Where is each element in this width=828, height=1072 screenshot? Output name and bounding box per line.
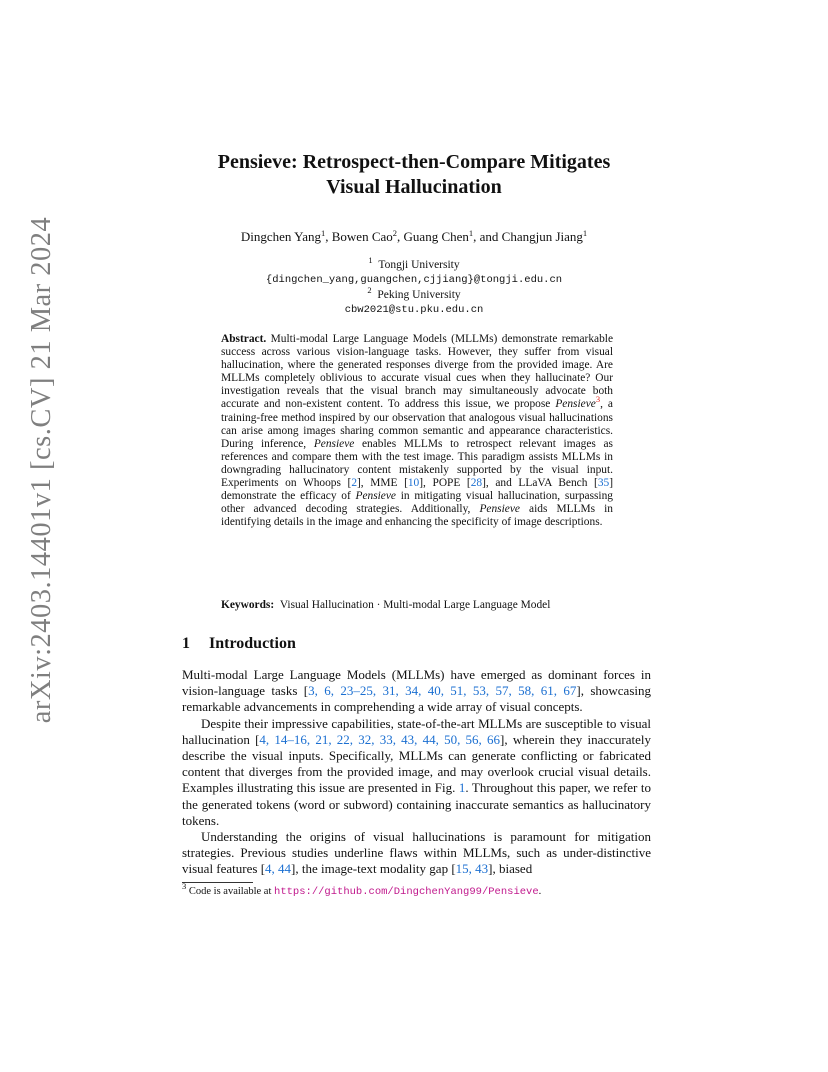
author-name: Changjun Jiang — [501, 229, 583, 244]
citation-link[interactable]: 3, 6, 23–25, 31, 34, 40, 51, 53, 57, 58, 61, 67 — [308, 683, 577, 699]
abstract — [221, 333, 613, 529]
citation-link[interactable]: 35 — [597, 477, 610, 490]
abstract-text: Multi-modal Large Language Models (MLLMs) demonstrate remarkable success across various vision-language tasks. However, they suffer from visual hallucination, where the generated responses diverge from the provided image. Are MLLMs completely oblivious to accurate visual cues when they hallucinate? Our investigation reveals that the visual branch may simultaneously advocate both accurate and non-existent content. To address this issue, we propose — [221, 333, 613, 411]
footnote-text: Code is available at — [188, 886, 275, 897]
citation-link[interactable]: 4, 14–16, 21, 22, 32, 33, 43, 44, 50, 56, 66 — [259, 731, 501, 747]
affil-name: Tongji University — [378, 259, 460, 271]
figure-link[interactable]: 1 — [458, 780, 466, 796]
abstract-text: aids MLLMs in identifying details in the image and enhancing the specificity of image descriptions. — [221, 503, 613, 529]
abstract-label: Abstract. — [221, 333, 267, 345]
footnote-ref[interactable]: 3 — [595, 394, 601, 405]
paragraph-text: ], biased — [488, 861, 533, 877]
author-name: Guang Chen — [403, 229, 469, 244]
paragraph-text: . Throughout this paper, we refer to the generated tokens (word or subword) containing inaccurate semantics as hallucinatory tokens. — [182, 780, 652, 828]
section-heading — [182, 635, 296, 653]
author-name: Bowen Cao — [331, 229, 393, 244]
paragraph — [182, 667, 651, 716]
section-number: 1 — [182, 635, 190, 652]
paragraph — [182, 829, 651, 878]
author-separator: , — [325, 229, 332, 244]
method-name: Pensieve — [313, 437, 355, 450]
code-repo-link[interactable]: https://github.com/DingchenYang99/Pensieve — [274, 886, 539, 898]
affil-name: Peking University — [377, 289, 461, 301]
arxiv-identifier: arXiv:2403.14401v1 [cs.CV] 21 Mar 2024 — [26, 216, 57, 724]
paragraph-text: Despite their impressive capabilities, state-of-the-art MLLMs are susceptible to visual hallucination [ — [182, 715, 651, 747]
abstract-text: ], POPE [ — [419, 477, 471, 490]
affiliation-1 — [0, 255, 828, 273]
citation-link[interactable]: 4, 44 — [265, 861, 292, 877]
paper-title — [0, 150, 828, 200]
title-line-1: Pensieve: Retrospect-then-Compare Mitigates — [217, 151, 611, 173]
author-list — [0, 229, 828, 245]
keywords-label: Keywords: — [221, 599, 275, 611]
paragraph-text: ], showcasing remarkable advancements in comprehending a wide array of visual concepts. — [182, 683, 651, 715]
paragraph-text: Multi-modal Large Language Models (MLLMs) have emerged as dominant forces in vision-language tasks [ — [182, 667, 651, 699]
abstract-text: ] demonstrate the efficacy of — [221, 477, 614, 503]
footnote-divider — [182, 882, 253, 883]
affiliation-2-email: cbw2021@stu.pku.edu.cn — [344, 304, 484, 316]
method-name: Pensieve — [479, 503, 520, 516]
footnote — [182, 881, 542, 898]
author-affil-mark: 2 — [392, 228, 398, 238]
abstract-text: ], MME [ — [357, 477, 408, 490]
introduction-body — [182, 667, 651, 878]
author-separator: , and — [473, 229, 502, 244]
paragraph-text: ], the image-text modality gap [ — [291, 861, 456, 877]
affiliation-1-email: {dingchen_yang,guangchen,cjjiang}@tongji.edu.cn — [265, 274, 563, 286]
title-line-2: Visual Hallucination — [326, 176, 502, 198]
author-name: Dingchen Yang — [240, 229, 321, 244]
author-affil-mark: 1 — [321, 228, 326, 238]
affiliation-2 — [0, 285, 828, 303]
abstract-text: , a training-free method inspired by our observation that analogous visual hallucinations can arise among images sharing common semantic and appearance characteristics. During inference, — [221, 398, 613, 450]
method-name: Pensieve — [355, 490, 396, 503]
abstract-text: in mitigating visual hallucination, surpassing other advanced decoding strategies. Additionally, — [221, 490, 613, 516]
affiliations — [0, 255, 828, 318]
keywords-text: Visual Hallucination · Multi-modal Large Language Model — [279, 599, 551, 611]
keywords — [221, 598, 621, 612]
footnote-mark: 3 — [182, 881, 187, 891]
paragraph — [182, 716, 651, 829]
author-affil-mark: 1 — [582, 228, 588, 238]
citation-link[interactable]: 2 — [351, 477, 358, 490]
section-title: Introduction — [209, 635, 296, 652]
citation-link[interactable]: 10 — [407, 477, 420, 490]
method-name: Pensieve — [555, 398, 596, 411]
affil-mark: 2 — [367, 285, 372, 295]
author-separator: , — [397, 229, 404, 244]
footnote-text: . — [538, 886, 542, 897]
paragraph-text: ], wherein they inaccurately describe the visual inputs. Specifically, MLLMs can generate conflicting or fabricated content that diverges from the provided image, and may overlook crucial visual details. Examples illustrating this issue are presented in Fig. — [182, 731, 652, 796]
author-affil-mark: 1 — [468, 228, 474, 238]
affil-mark: 1 — [368, 255, 373, 265]
citation-link[interactable]: 28 — [470, 477, 483, 490]
abstract-text: ], and LLaVA Bench [ — [482, 477, 598, 490]
abstract-text: enables MLLMs to retrospect relevant images as references and compare them with the test image. This paradigm assists MLLMs in downgrading hallucinatory content mistakenly supported by the visual input. Experiments on Whoops [ — [221, 437, 613, 490]
citation-link[interactable]: 15, 43 — [455, 861, 489, 877]
paragraph-text: Understanding the origins of visual hallucinations is paramount for mitigation strategies. Previous studies underline flaws within MLLMs, such as under-distinctive visual features [ — [182, 829, 651, 877]
